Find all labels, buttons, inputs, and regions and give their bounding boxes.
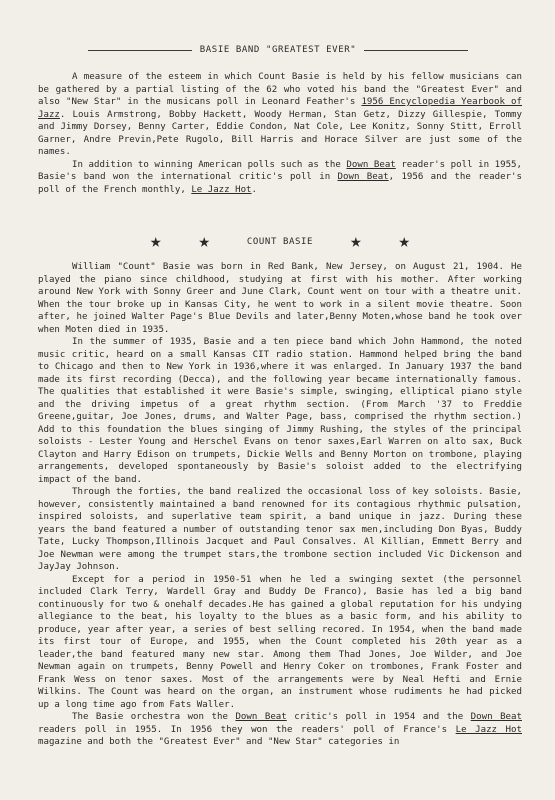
underlined-text: Le Jazz Hot	[191, 184, 252, 195]
star-icon: ★	[198, 230, 210, 252]
greatest-ever-text	[38, 71, 522, 196]
text-run: Except for a period in 1950-51 when he led a swinging sextet (the personnel included Clark Terry, Wardell Gray and Buddy De Franco), Basie has led a big band continuously for two & onehalf decades.He has gained a global reputation for his undying allegiance to the beat, his loyalty to the blues as a basic form, and his ability to produce, year after year, a series of best selling recored. In 1954, when the band made its first tour of Europe, and 1955, when the Count completed his 20th year as a leader,the band featured many new star. Among them Thad Jones, Joe Wilder, and Joe Newman again on trumpets, Benny Powell and Henry Coker on trombones, Frank Foster and Frank Wess on tenor saxes. Most of the arrangements were by Neal Hefti and Ernie Wilkins. The Count was heard on the organ, an instrument whose rudiments he had picked up a long time ago from Fats Waller.	[38, 574, 522, 710]
text-run: Through the forties, the band realized the occasional loss of key soloists. Basie, however, consistently maintained a band renowned for its contagious rhythmic pulsation, inspired soloists, and superlative team spirit, a band unique in jazz. During these years the band featured a number of outstanding tenor sax men,including Don Byas, Buddy Tate, Lucky Thompson,Illinois Jacquet and Paul Consalves. Al Killian, Emmett Berry and Joe Newman were among the trumpet stars,the trombone section included Vic Dickenson and JayJay Johnson.	[38, 487, 522, 572]
paragraph	[38, 261, 522, 336]
section-heading: COUNT BASIE	[246, 236, 314, 247]
heading-rule-left	[88, 50, 192, 51]
underlined-text: 1956 Encyclopedia Yearbook of Jazz	[38, 97, 522, 120]
underlined-text: Down Beat	[235, 712, 287, 722]
count-basie-header	[150, 232, 410, 251]
text-run: Freddie Greene,guitar, Joe Jones, drums, and Walter Page, bass, comprised the rhythm section.) Add to this foundation the blues singing of Jimmy Rushing, the styles of the principal soloists - Lester Young and Herschel Evans on tenor saxes,Earl Warren on alto sax, Buck Clayton and Harry Edison on trumpets, Dickie Wells and Benny Morton on trombone, playing arrangements, developed spontaneously by Basie's soloist added to the electrifying impact of the band.	[38, 399, 522, 485]
star-icon: ★	[350, 230, 362, 252]
paragraph	[38, 336, 522, 486]
text-run: . Louis Armstrong, Bobby Hackett, Woody Herman, Stan Getz, Dizzy Gillespie, Tommy and Jimmy Dorsey, Benny Carter, Eddie Condon, Nat Cole, Lee Konitz, Sonny Stitt, Erroll Garner, Andre Previn,Pete Rugolo, Bill Harris and Horace Silver are just some of the names.	[38, 109, 522, 157]
text-run: In the summer of 1935, Basie and a ten piece band which John Hammond, the noted music critic, heard on a small Kansas CIT radio station. Hammond helped bring the band to Chicago and then to New York in 1936,where it was enlarged. In January 1937 the band made its first recording (Decca), and the following year became internationally famous. The qualities that established it were Basie's simple, swinging, elliptical piano style and the driving impetus of a great rhythm section. (From March '37 to	[38, 337, 522, 410]
text-run: , 1956 and the reader's poll of the French monthly,	[38, 172, 522, 195]
star-icon: ★	[150, 230, 162, 252]
star-icon: ★	[398, 230, 410, 252]
section-heading: BASIE BAND "GREATEST EVER"	[199, 45, 357, 55]
text-run: In addition to winning American polls such as the	[72, 159, 347, 170]
text-run: .	[251, 184, 258, 195]
text-run: magazine and both the "Greatest Ever" and "New Star" categories in	[38, 737, 400, 747]
biography-text	[38, 261, 522, 749]
paragraph	[38, 574, 522, 712]
text-run: readers poll in 1955. In 1956 they won the readers' poll of France's	[38, 724, 456, 735]
underlined-text: Down Beat	[337, 172, 389, 182]
underlined-text: Le Jazz Hot	[455, 724, 522, 735]
text-run: William "Count" Basie was born in Red Bank, New Jersey, on August 21, 1904. He played the piano since childhood, studying at first with his mother. After working around New York with Sonny Greer and June Clark, Count went on tour with a theatre unit. When the tour broke up in Kansas City, he went to work in a silent movie theatre. Soon after, he joined Walter Page's Blue Devils and later,Benny Moten,whose band he took over when Moten died in 1935.	[38, 262, 522, 335]
paragraph	[38, 71, 522, 159]
section-header	[88, 45, 468, 55]
paragraph	[38, 711, 522, 749]
text-run: A measure of the esteem in which Count Basie is held by his fellow musicians can be gathered by a partial listing of the 62 who voted his band the "Greatest Ever" and also "New Star" in the musicans poll in Leonard Feather's	[38, 72, 522, 107]
underlined-text: Down Beat	[470, 712, 522, 722]
text-run: The Basie orchestra won the	[72, 712, 236, 722]
text-run: critic's poll in 1954 and the	[286, 712, 471, 722]
paragraph	[38, 486, 522, 574]
heading-rule-right	[364, 50, 468, 51]
text-run: reader's poll in 1955, Basie's band won the international critic's poll in	[38, 159, 522, 182]
paragraph	[38, 159, 522, 197]
underlined-text: Down Beat	[346, 159, 396, 170]
